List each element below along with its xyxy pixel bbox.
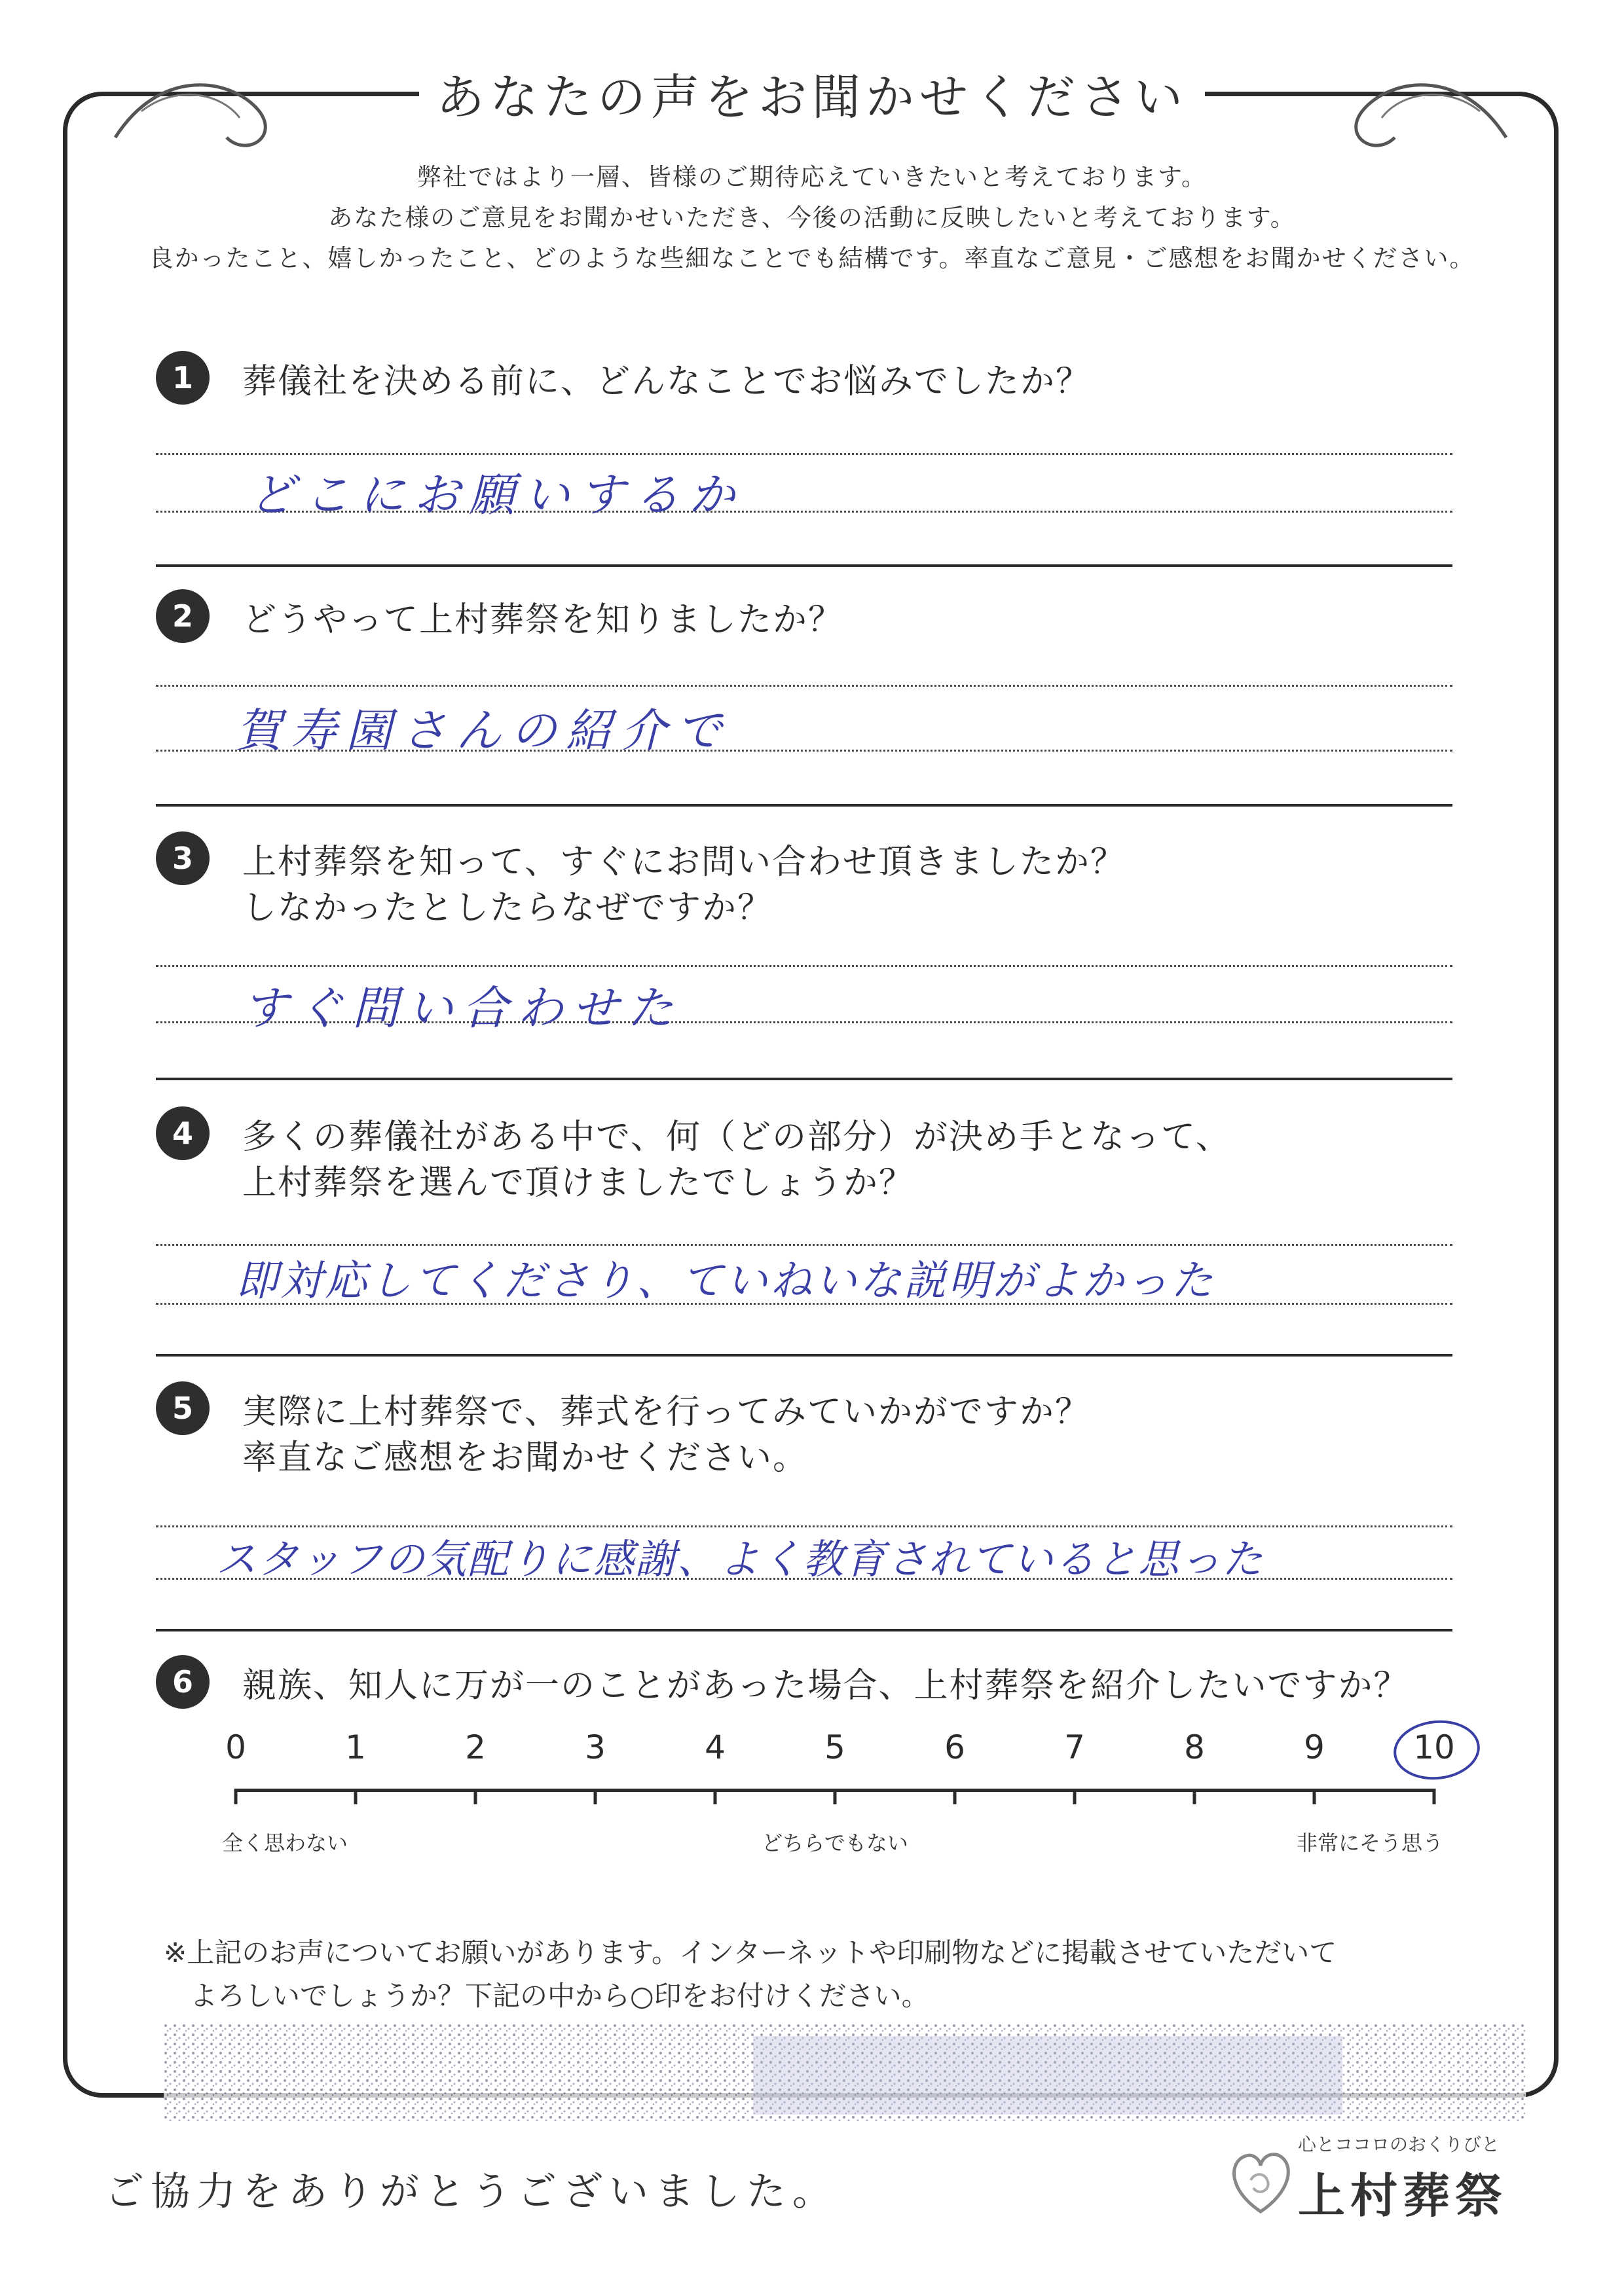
question-text: 葬儀社を決める前に、どんなことでお悩みでしたか？ <box>242 362 1092 401</box>
question-number-badge: 4 <box>156 1106 210 1160</box>
scale-tick-label: 8 <box>1184 1728 1205 1766</box>
logo-tagline: 心とココロのおくりびと <box>1298 2134 1500 2155</box>
intro-text <box>0 157 1624 279</box>
scale-tick <box>1193 1789 1196 1804</box>
section-divider <box>156 564 1452 567</box>
question-number-badge: 5 <box>156 1381 210 1435</box>
answer-dotted-line <box>156 685 1452 687</box>
answer-1: どこにお願いするか <box>249 468 744 522</box>
answer-4: 即対応してくださり、ていねいな説明がよかった <box>236 1257 1215 1305</box>
question-text: 率直なご感想をお聞かせください。 <box>242 1438 809 1478</box>
scale-tick-label: 3 <box>585 1728 606 1766</box>
heart-icon <box>1225 2141 1297 2219</box>
scale-label-mid: どちらでもない <box>762 1831 908 1855</box>
scale-label-high: 非常にそう思う <box>1296 1831 1444 1855</box>
scale-tick-label: 0 <box>225 1728 246 1766</box>
scale-tick <box>1433 1789 1436 1804</box>
answer-dotted-line <box>156 965 1452 967</box>
answer-3: すぐ問い合わせた <box>242 981 682 1035</box>
answer-dotted-line <box>156 453 1452 455</box>
scale-tick <box>1313 1789 1316 1804</box>
question-text: 上村葬祭を選んで頂けましたでしょうか？ <box>242 1163 915 1203</box>
answer-dotted-line <box>156 1244 1452 1246</box>
intro-line: 弊社ではより一層、皆様のご期待応えていきたいと考えております。 <box>416 163 1208 191</box>
scale-tick <box>953 1789 957 1804</box>
scale-label-low: 全く思わない <box>221 1831 348 1855</box>
scale-tick <box>594 1789 597 1804</box>
intro-line: 良かったこと、嬉しかったこと、どのような些細なことでも結構です。率直なご意見・ご感想をお聞かせください。 <box>149 244 1475 272</box>
question-number-badge: 1 <box>156 351 210 405</box>
scale-tick <box>1073 1789 1077 1804</box>
scale-tick <box>714 1789 717 1804</box>
scale-tick <box>234 1789 238 1804</box>
question-text: どうやって上村葬祭を知りましたか？ <box>242 600 844 640</box>
scale-tick <box>354 1789 358 1804</box>
scale-tick-label: 1 <box>345 1728 366 1766</box>
answer-5: スタッフの気配りに感謝、よく教育されていると思った <box>216 1535 1264 1583</box>
company-logo <box>1225 2128 1526 2226</box>
question-text: 親族、知人に万が一のことがあった場合、上村葬祭を紹介したいですか？ <box>242 1666 1409 1705</box>
scale-tick-label: 10 <box>1413 1728 1455 1766</box>
scale-tick <box>474 1789 477 1804</box>
thanks-message: ご協力をありがとうございました。 <box>105 2169 838 2215</box>
answer-2: 賀寿園さんの紹介で <box>236 704 731 757</box>
question-text: 上村葬祭を知って、すぐにお問い合わせ頂きましたか？ <box>242 843 1126 882</box>
question-text: 多くの葬儀社がある中で、何（どの部分）が決め手となって、 <box>242 1118 1231 1157</box>
scale-tick-label: 9 <box>1304 1728 1325 1766</box>
scale-tick-label: 5 <box>824 1728 845 1766</box>
scale-tick <box>834 1789 837 1804</box>
scale-tick-label: 4 <box>705 1728 726 1766</box>
scale-tick-label: 2 <box>465 1728 486 1766</box>
question-number-badge: 6 <box>156 1655 210 1709</box>
question-text: 実際に上村葬祭で、葬式を行ってみていかがですか？ <box>242 1393 1090 1432</box>
consent-note <box>164 1931 1337 2018</box>
section-divider <box>156 1078 1452 1080</box>
rating-scale <box>216 1728 1486 1879</box>
intro-line: あなた様のご意見をお聞かせいただき、今後の活動に反映したいと考えております。 <box>328 204 1296 232</box>
redacted-consent-stamp <box>164 2023 1526 2121</box>
question-number-badge: 3 <box>156 831 210 885</box>
section-divider <box>156 1629 1452 1631</box>
scale-tick-label: 6 <box>944 1728 965 1766</box>
section-divider <box>156 804 1452 807</box>
scale-tick-label: 7 <box>1064 1728 1085 1766</box>
consent-line: ※上記のお声についてお願いがあります。インターネットや印刷物などに掲載させていただいて <box>164 1937 1337 1969</box>
question-number-badge: 2 <box>156 589 210 643</box>
section-divider <box>156 1354 1452 1357</box>
form-title: あなたの声をお聞かせください <box>0 73 1624 122</box>
consent-line: よろしいでしょうか？下記の中から○印をお付けください。 <box>190 1980 929 2012</box>
question-text: しなかったとしたらなぜですか？ <box>242 888 773 928</box>
logo-name: 上村葬祭 <box>1298 2168 1508 2223</box>
